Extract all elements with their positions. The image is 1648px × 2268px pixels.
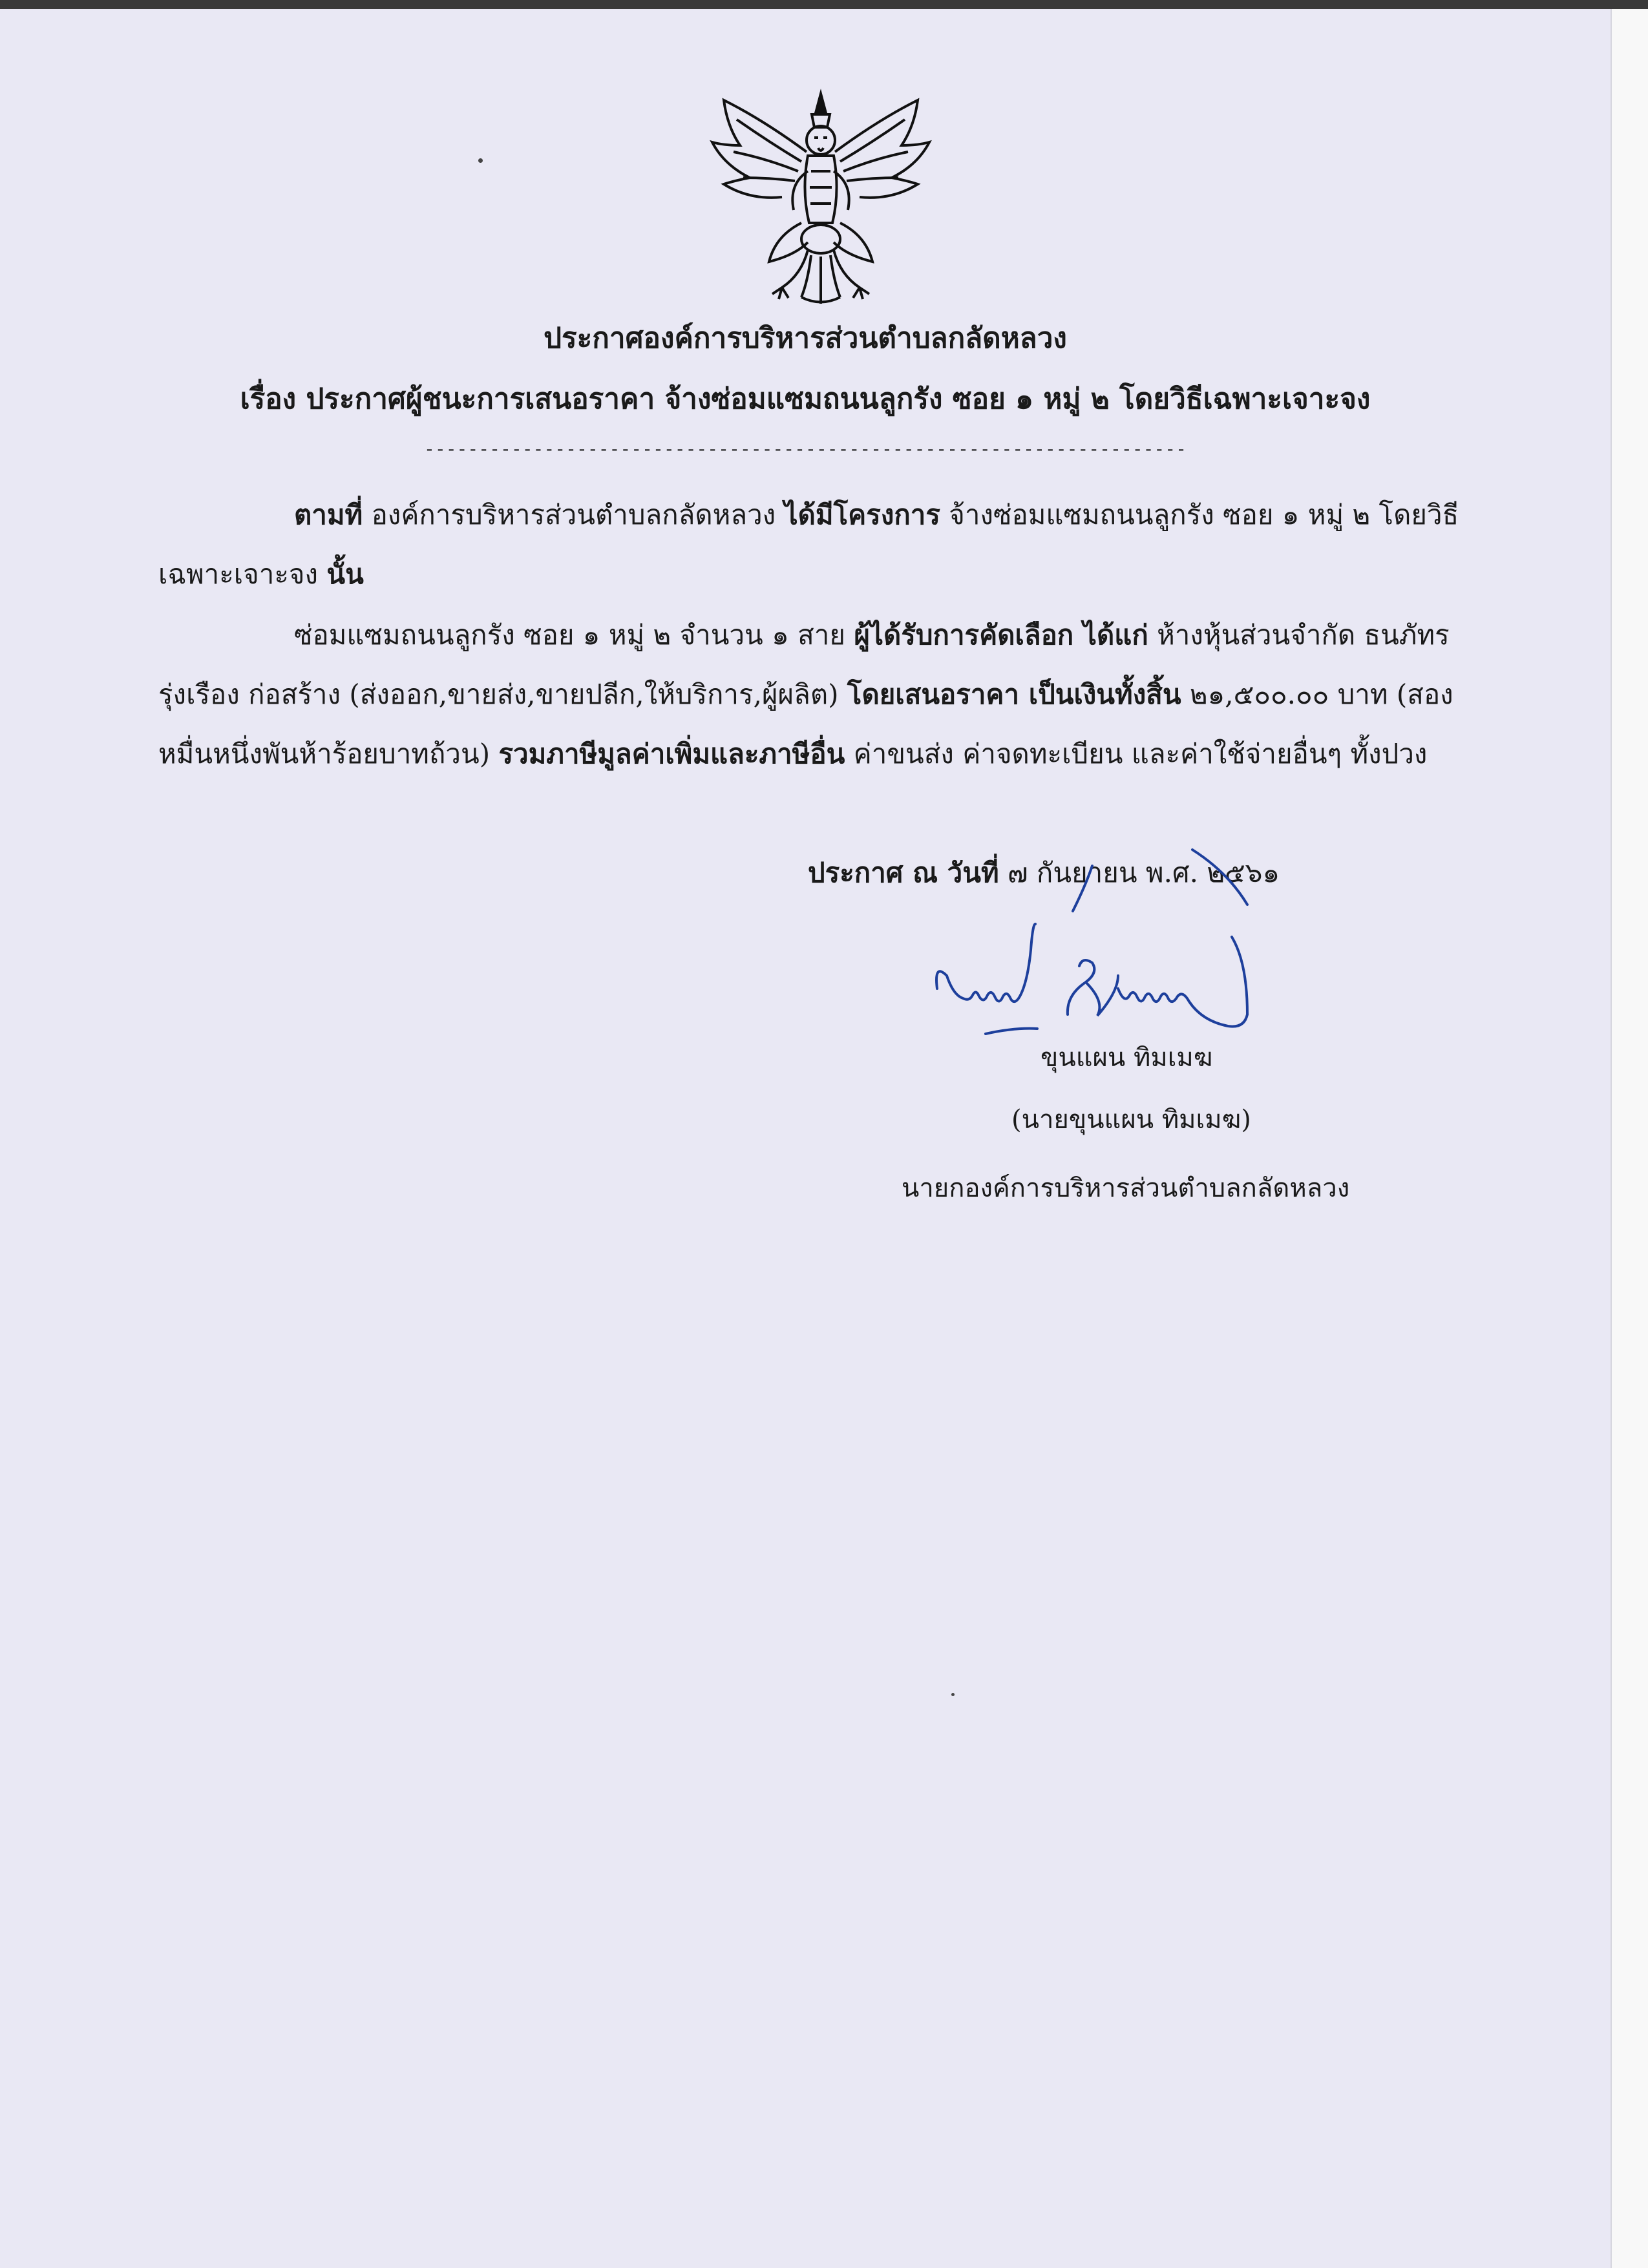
signer-position: นายกองค์การบริหารส่วนตำบลกลัดหลวง (902, 1173, 1350, 1203)
scan-speck (951, 1693, 955, 1696)
body-text: จ้างซ่อมแซมถนนลูกรัง ซอย ๑ หมู่ ๒ โดยวิธี (940, 499, 1459, 530)
bold-text: ตามที่ (294, 499, 363, 530)
bold-text: ได้มีโครงการ (784, 499, 940, 530)
body-text: ซ่อมแซมถนนลูกรัง ซอย ๑ หมู่ ๒ จำนวน ๑ สาย (294, 619, 854, 651)
body-text: ห้างหุ้นส่วนจำกัด ธนภัทร (1148, 619, 1450, 651)
body-text: ค่าขนส่ง ค่าจดทะเบียน และค่าใช้จ่ายอื่นๆ ทั้งปวง (845, 738, 1428, 770)
bold-text: ผู้ได้รับการคัดเลือก ได้แก่ (854, 619, 1148, 651)
garuda-emblem-icon (704, 81, 937, 313)
signer-full-name: (นายขุนแผน ทิมเมฆ) (1011, 1105, 1251, 1135)
scan-border-top (0, 0, 1648, 9)
paragraph-2-line-3 (158, 733, 1427, 775)
handwritten-signature (924, 846, 1299, 1047)
announcement-title: ประกาศองค์การบริหารส่วนตำบลกลัดหลวง (544, 322, 1067, 355)
paragraph-1-line-2 (158, 553, 364, 596)
body-text: เฉพาะเจาะจง (158, 558, 327, 590)
paragraph-1-line-1 (294, 494, 1459, 536)
body-text: องค์การบริหารส่วนตำบลกลัดหลวง (363, 499, 785, 530)
bold-text: รวมภาษีมูลค่าเพิ่มและภาษีอื่น (498, 738, 845, 770)
signer-printed-name: ขุนแผน ทิมเมฆ (1041, 1043, 1213, 1073)
announcement-subject: เรื่อง ประกาศผู้ชนะการเสนอราคา จ้างซ่อมแซมถนนลูกรัง ซอย ๑ หมู่ ๒ โดยวิธีเฉพาะเจาะจง (240, 383, 1371, 415)
divider-line: ---------------------------------------------------------------------- (423, 438, 1187, 459)
bold-text: นั้น (326, 558, 364, 590)
date-value: ๗ กันยายน พ.ศ. ๒๕๖๑ (998, 857, 1280, 888)
paragraph-2-line-2 (158, 673, 1453, 716)
body-text: รุ่งเรือง ก่อสร้าง (ส่งออก,ขายส่ง,ขายปลีก,ให้บริการ,ผู้ผลิต) (158, 678, 847, 710)
date-label: ประกาศ ณ วันที่ (808, 857, 999, 888)
scan-margin-right (1611, 9, 1648, 2268)
body-text: ๒๑,๕๐๐.๐๐ บาท (สอง (1181, 678, 1453, 710)
scan-speck (478, 158, 483, 163)
body-text: หมื่นหนึ่งพันห้าร้อยบาทถ้วน) (158, 738, 499, 770)
paragraph-2-line-1 (294, 614, 1450, 656)
bold-text: โดยเสนอราคา เป็นเงินทั้งสิ้น (847, 678, 1181, 710)
